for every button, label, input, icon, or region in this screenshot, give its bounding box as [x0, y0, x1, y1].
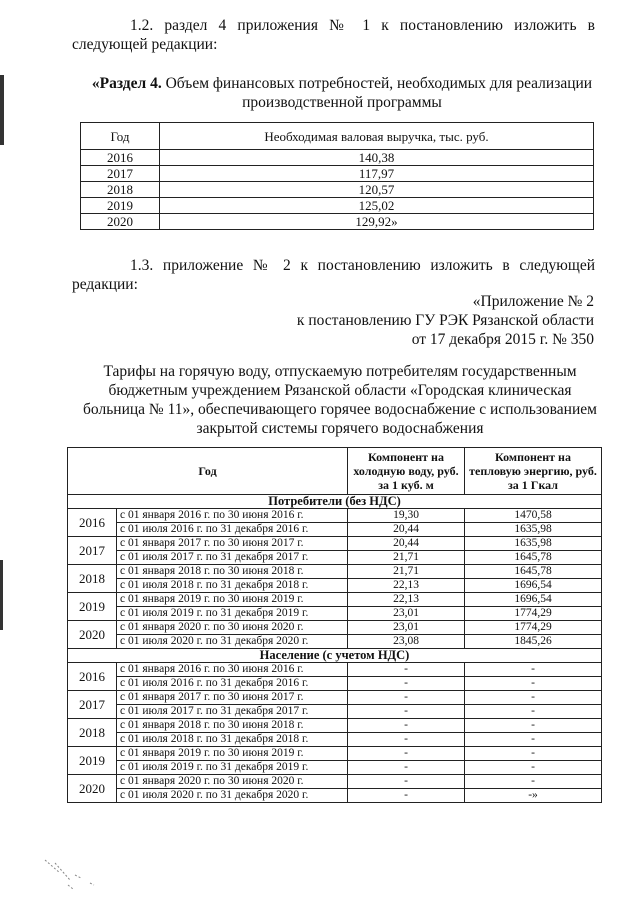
- tariff-heat-value: -: [465, 677, 602, 691]
- tariff-cold-value: 19,30: [348, 509, 465, 523]
- tariff-row: [68, 551, 602, 565]
- tariff-row: [68, 607, 602, 621]
- section-4-title-text: Объем финансовых потребностей, необходимых для реализации производственной программы: [161, 75, 593, 111]
- tariff-period: с 01 января 2019 г. по 30 июня 2019 г.: [117, 747, 348, 761]
- tariff-heat-value: -: [465, 733, 602, 747]
- tariff-heat-value: -: [465, 691, 602, 705]
- revenue-row: [81, 198, 594, 214]
- tariff-cold-value: -: [348, 705, 465, 719]
- tariff-heat-value: -: [465, 761, 602, 775]
- tariff-row: [68, 733, 602, 747]
- revenue-year: 2020: [81, 214, 160, 230]
- tariff-period: с 01 июля 2019 г. по 31 декабря 2019 г.: [117, 761, 348, 775]
- tariff-heat-value: 1696,54: [465, 579, 602, 593]
- tariff-period: с 01 июля 2018 г. по 31 декабря 2018 г.: [117, 579, 348, 593]
- revenue-row: [81, 182, 594, 198]
- tariff-row: [68, 691, 602, 705]
- revenue-value: 140,38: [160, 150, 594, 166]
- tariff-row: [68, 775, 602, 789]
- appendix-line-1: «Приложение № 2: [472, 293, 594, 310]
- tariff-year: 2019: [68, 747, 117, 775]
- tariff-header-cold: Компонент на холодную воду, руб. за 1 куб. м: [348, 448, 465, 495]
- tariff-row: [68, 635, 602, 649]
- tariff-heat-value: -: [465, 775, 602, 789]
- tariff-row: [68, 747, 602, 761]
- scan-scribble: [40, 855, 160, 895]
- revenue-header-year: Год: [81, 123, 160, 150]
- revenue-year: 2018: [81, 182, 160, 198]
- revenue-table: [80, 122, 594, 230]
- tariff-period: с 01 января 2018 г. по 30 июня 2018 г.: [117, 565, 348, 579]
- appendix-line-3: от 17 декабря 2015 г. № 350: [411, 331, 594, 348]
- tariff-period: с 01 июля 2016 г. по 31 декабря 2016 г.: [117, 523, 348, 537]
- revenue-year: 2019: [81, 198, 160, 214]
- tariff-period: с 01 января 2017 г. по 30 июня 2017 г.: [117, 691, 348, 705]
- tariff-year: 2017: [68, 691, 117, 719]
- tariff-heat-value: -: [465, 747, 602, 761]
- revenue-value: 129,92»: [160, 214, 594, 230]
- tariff-row: [68, 719, 602, 733]
- revenue-value: 125,02: [160, 198, 594, 214]
- tariff-cold-value: -: [348, 775, 465, 789]
- section-population: [68, 649, 602, 663]
- tariff-heat-value: -: [465, 663, 602, 677]
- tariff-period: с 01 июля 2017 г. по 31 декабря 2017 г.: [117, 705, 348, 719]
- tariff-cold-value: 23,01: [348, 621, 465, 635]
- tariff-year: 2020: [68, 621, 117, 649]
- tariff-period: с 01 июля 2016 г. по 31 декабря 2016 г.: [117, 677, 348, 691]
- tariff-table: [67, 447, 602, 803]
- tariff-row: [68, 537, 602, 551]
- tariff-year: 2016: [68, 663, 117, 691]
- tariff-cold-value: 22,13: [348, 579, 465, 593]
- tariff-cold-value: 21,71: [348, 565, 465, 579]
- tariff-heat-value: 1470,58: [465, 509, 602, 523]
- tariff-table-header: [68, 448, 602, 495]
- tariff-row: [68, 789, 602, 803]
- tariff-period: с 01 июля 2019 г. по 31 декабря 2019 г.: [117, 607, 348, 621]
- section-consumers-label: Потребители (без НДС): [68, 495, 602, 509]
- tariff-period: с 01 июля 2018 г. по 31 декабря 2018 г.: [117, 733, 348, 747]
- revenue-table-header: [81, 123, 594, 150]
- tariff-heat-value: 1635,98: [465, 537, 602, 551]
- tariff-cold-value: -: [348, 677, 465, 691]
- tariff-heat-value: -»: [465, 789, 602, 803]
- tariff-period: с 01 января 2018 г. по 30 июня 2018 г.: [117, 719, 348, 733]
- revenue-row: [81, 150, 594, 166]
- tariff-cold-value: 20,44: [348, 537, 465, 551]
- tariff-period: с 01 января 2020 г. по 30 июня 2020 г.: [117, 621, 348, 635]
- tariff-row: [68, 509, 602, 523]
- section-consumers: [68, 495, 602, 509]
- tariff-heat-value: 1645,78: [465, 551, 602, 565]
- appendix-line-2: к постановлению ГУ РЭК Рязанской области: [296, 312, 594, 329]
- tariff-year: 2019: [68, 593, 117, 621]
- tariff-cold-value: -: [348, 719, 465, 733]
- tariff-heat-value: 1696,54: [465, 593, 602, 607]
- tariff-row: [68, 677, 602, 691]
- tariff-heat-value: 1845,26: [465, 635, 602, 649]
- tariff-heat-value: 1774,29: [465, 607, 602, 621]
- tariff-year: 2018: [68, 565, 117, 593]
- tariff-period: с 01 июля 2017 г. по 31 декабря 2017 г.: [117, 551, 348, 565]
- tariff-year: 2020: [68, 775, 117, 803]
- tariff-row: [68, 761, 602, 775]
- tariff-period: с 01 января 2020 г. по 30 июня 2020 г.: [117, 775, 348, 789]
- revenue-header-value: Необходимая валовая выручка, тыс. руб.: [160, 123, 594, 150]
- tariff-heat-value: 1774,29: [465, 621, 602, 635]
- revenue-value: 117,97: [160, 166, 594, 182]
- tariff-period: с 01 июля 2020 г. по 31 декабря 2020 г.: [117, 789, 348, 803]
- tariff-row: [68, 523, 602, 537]
- tariff-header-year: Год: [68, 448, 348, 495]
- section-4-title: [82, 74, 602, 112]
- scan-margin-mark-bottom: [0, 560, 3, 630]
- tariff-cold-value: -: [348, 663, 465, 677]
- scan-margin-mark-top: [0, 75, 4, 145]
- tariff-cold-value: 22,13: [348, 593, 465, 607]
- tariff-cold-value: 20,44: [348, 523, 465, 537]
- tariff-cold-value: -: [348, 761, 465, 775]
- revenue-row: [81, 214, 594, 230]
- paragraph-1-2: 1.2. раздел 4 приложения № 1 к постановлению изложить в следующей редакции:: [72, 17, 595, 53]
- tariff-row: [68, 663, 602, 677]
- paragraph-1-3: 1.3. приложение № 2 к постановлению изложить в следующей редакции:: [72, 257, 595, 293]
- tariff-period: с 01 января 2019 г. по 30 июня 2019 г.: [117, 593, 348, 607]
- revenue-year: 2017: [81, 166, 160, 182]
- revenue-row: [81, 166, 594, 182]
- tariff-title: Тарифы на горячую воду, отпускаемую потребителям государственным бюджетным учреждением Рязанской области «Городская клиническая больница № 11», обеспечивающего горячее водоснабжение с использованием закрытой системы горячего водоснабжения: [83, 363, 597, 437]
- tariff-cold-value: -: [348, 691, 465, 705]
- tariff-row: [68, 593, 602, 607]
- tariff-row: [68, 621, 602, 635]
- revenue-value: 120,57: [160, 182, 594, 198]
- tariff-cold-value: 21,71: [348, 551, 465, 565]
- revenue-year: 2016: [81, 150, 160, 166]
- tariff-period: с 01 января 2017 г. по 30 июня 2017 г.: [117, 537, 348, 551]
- section-4-title-bold: «Раздел 4.: [91, 75, 162, 92]
- tariff-row: [68, 565, 602, 579]
- tariff-cold-value: -: [348, 747, 465, 761]
- section-population-label: Население (с учетом НДС): [68, 649, 602, 663]
- tariff-year: 2016: [68, 509, 117, 537]
- tariff-period: с 01 января 2016 г. по 30 июня 2016 г.: [117, 663, 348, 677]
- tariff-heat-value: 1645,78: [465, 565, 602, 579]
- tariff-heat-value: 1635,98: [465, 523, 602, 537]
- tariff-period: с 01 января 2016 г. по 30 июня 2016 г.: [117, 509, 348, 523]
- tariff-row: [68, 705, 602, 719]
- tariff-header-heat: Компонент на тепловую энергию, руб. за 1 Гкал: [465, 448, 602, 495]
- tariff-year: 2018: [68, 719, 117, 747]
- tariff-cold-value: 23,08: [348, 635, 465, 649]
- tariff-cold-value: 23,01: [348, 607, 465, 621]
- tariff-heat-value: -: [465, 719, 602, 733]
- tariff-row: [68, 579, 602, 593]
- tariff-year: 2017: [68, 537, 117, 565]
- tariff-period: с 01 июля 2020 г. по 31 декабря 2020 г.: [117, 635, 348, 649]
- tariff-cold-value: -: [348, 733, 465, 747]
- tariff-cold-value: -: [348, 789, 465, 803]
- tariff-heat-value: -: [465, 705, 602, 719]
